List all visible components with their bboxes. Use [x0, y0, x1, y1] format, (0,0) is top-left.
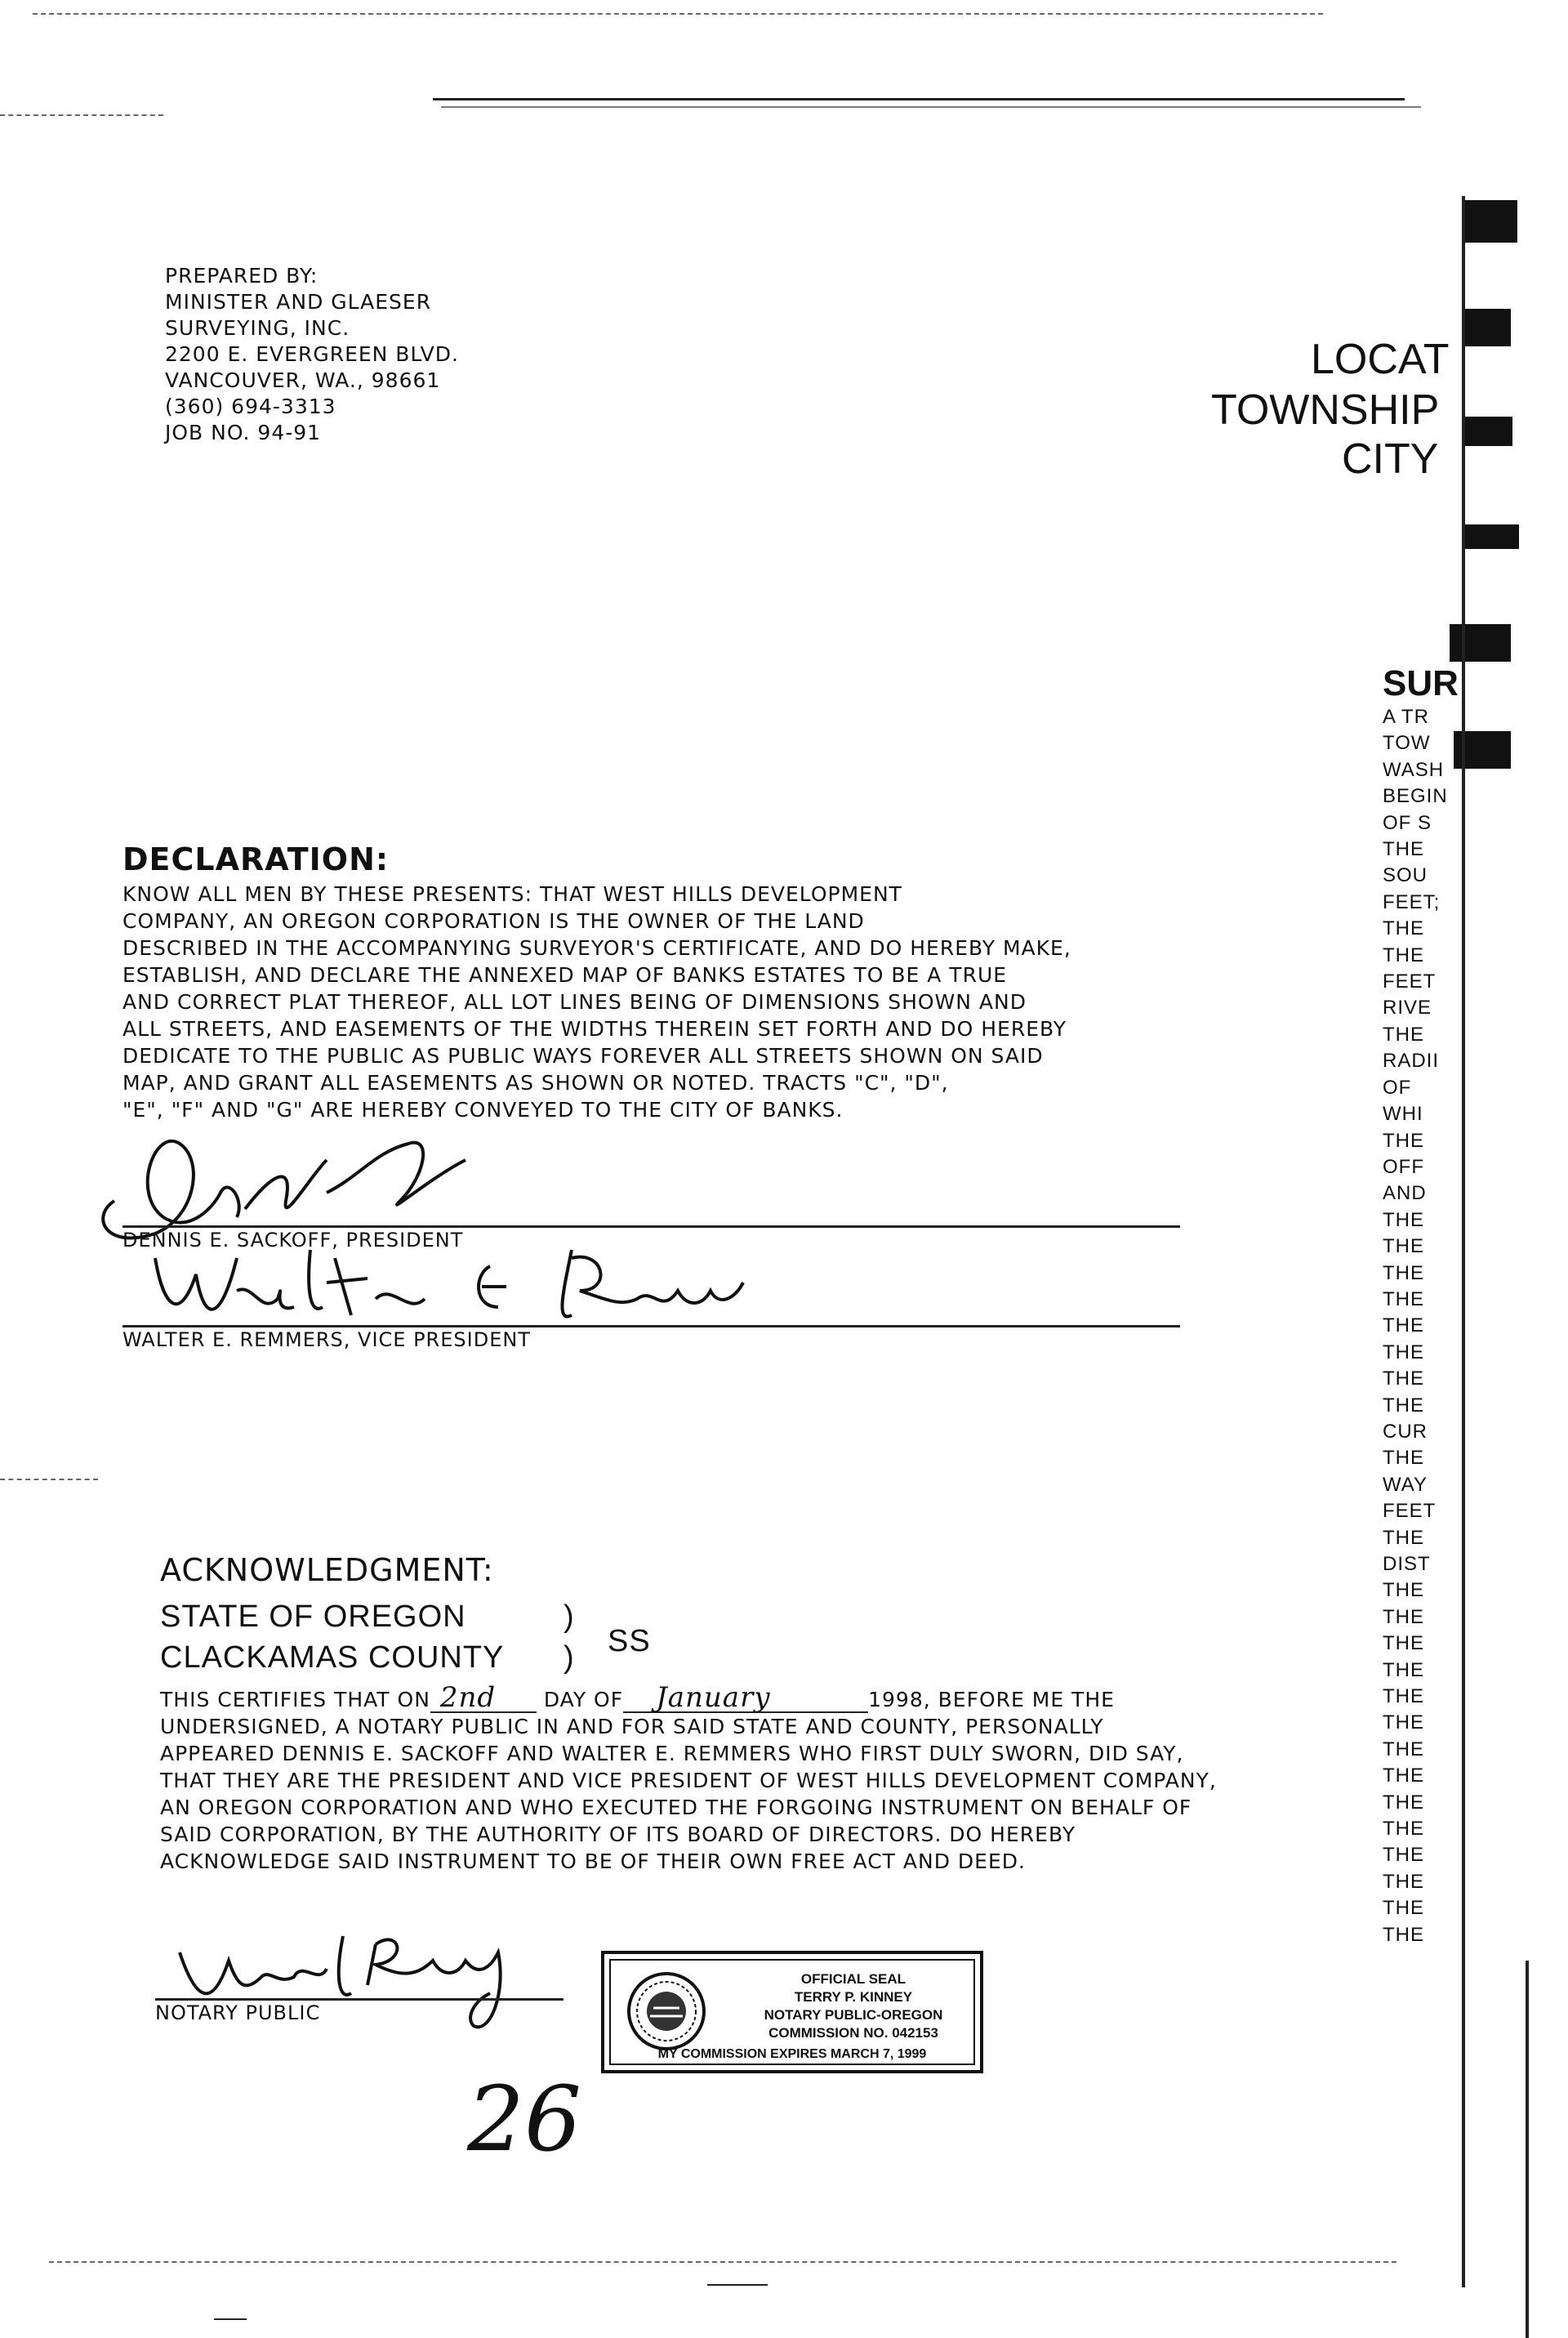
scan-edge-bottom [49, 2261, 1396, 2263]
surveyor-certificate-line: THE [1383, 1447, 1424, 1470]
scan-edge-top-left [0, 114, 163, 116]
surveyor-certificate-line: A TR [1383, 706, 1429, 728]
surveyor-certificate-line: THE [1383, 1844, 1424, 1867]
official-seal [601, 1951, 983, 2073]
signer-caption-2: WALTER E. REMMERS, VICE PRESIDENT [122, 1328, 531, 1351]
surveyor-certificate-line: THE [1383, 1526, 1424, 1549]
acknowledgment-heading: ACKNOWLEDGMENT: [160, 1552, 494, 1588]
ack-line: AN OREGON CORPORATION AND WHO EXECUTED THE FORGOING INSTRUMENT ON BEHALF OF [160, 1796, 1192, 1819]
surveyor-certificate-line: THE [1383, 1791, 1424, 1814]
signature-notary [163, 1928, 539, 2042]
surveyor-certificate-line: THE [1383, 838, 1424, 861]
prepared-by-line: PREPARED BY: [165, 264, 318, 288]
surveyor-certificate-line: OF S [1383, 811, 1432, 834]
surveyor-certificate-line: THE [1383, 1261, 1424, 1284]
prepared-by-line: SURVEYING, INC. [165, 316, 350, 340]
surveyor-certificate-line: THE [1383, 1605, 1424, 1628]
surveyor-certificate-line: THE [1383, 1632, 1424, 1655]
surveyor-certificate-line: TOW [1383, 732, 1431, 755]
surveyor-certificate-line: THE [1383, 1870, 1424, 1893]
surveyor-certificate-line: THE [1383, 1208, 1424, 1231]
header-rule-top [433, 98, 1405, 100]
notary-caption: NOTARY PUBLIC [155, 2001, 321, 2024]
surveyor-certificate-line: WASH [1383, 758, 1445, 781]
ack-line: APPEARED DENNIS E. SACKOFF AND WALTER E. REMMERS WHO FIRST DULY SWORN, DID SAY, [160, 1742, 1184, 1765]
ack-text: DAY OF [543, 1688, 624, 1711]
surveyor-certificate-line: THE [1383, 1658, 1424, 1681]
surveyor-certificate-line: THE [1383, 1579, 1424, 1602]
surveyor-heading: SUR [1383, 663, 1459, 703]
surveyor-certificate-line: THE [1383, 1023, 1424, 1046]
declaration-line: ALL STREETS, AND EASEMENTS OF THE WIDTHS THEREIN SET FORTH AND DO HEREBY [122, 1017, 1067, 1041]
surveyor-certificate-column [1383, 663, 1460, 2281]
surveyor-certificate-line: THE [1383, 1923, 1424, 1946]
surveyor-certificate-line: THE [1383, 917, 1424, 940]
surveyor-certificate-line: THE [1383, 1394, 1424, 1417]
seal-line: OFFICIAL SEAL [800, 1971, 906, 1987]
surveyor-certificate-line: THE [1383, 1897, 1424, 1920]
seal-line: TERRY P. KINNEY [794, 1989, 913, 2005]
edge-mark [1450, 624, 1511, 662]
surveyor-certificate-line: CUR [1383, 1420, 1428, 1443]
surveyor-certificate-line: THE [1383, 1765, 1424, 1787]
surveyor-certificate-line: FEET [1383, 1500, 1437, 1523]
ack-line: ACKNOWLEDGE SAID INSTRUMENT TO BE OF THEIR OWN FREE ACT AND DEED. [160, 1849, 1026, 1873]
surveyor-certificate-line: AND [1383, 1182, 1427, 1205]
ack-line: UNDERSIGNED, A NOTARY PUBLIC IN AND FOR SAID STATE AND COUNTY, PERSONALLY [160, 1715, 1104, 1738]
declaration-body [122, 881, 1160, 1123]
notary-signature-line [155, 1998, 564, 2001]
surveyor-certificate-line: OF [1383, 1076, 1412, 1099]
seal-text [727, 1970, 980, 2042]
declaration-line: "E", "F" AND "G" ARE HEREBY CONVEYED TO THE CITY OF BANKS. [122, 1098, 844, 1122]
surveyor-certificate-line: THE [1383, 1818, 1424, 1841]
surveyor-certificate-line: RIVE [1383, 997, 1432, 1020]
surveyor-certificate-line: FEET; [1383, 890, 1441, 913]
ack-paren-2: ) [564, 1640, 575, 1675]
surveyor-certificate-line: THE [1383, 1287, 1424, 1310]
declaration-heading: DECLARATION: [122, 841, 390, 877]
declaration-line: COMPANY, AN OREGON CORPORATION IS THE OWNER OF THE LAND [122, 909, 865, 933]
bottom-rule-2 [214, 2318, 247, 2320]
surveyor-certificate-line: THE [1383, 1738, 1424, 1760]
prepared-by-line: MINISTER AND GLAESER [165, 290, 432, 314]
surveyor-certificate-line: THE [1383, 1235, 1424, 1258]
right-edge-border [1462, 196, 1465, 2287]
acknowledgment-body [160, 1681, 1320, 1875]
seal-expires: MY COMMISSION EXPIRES MARCH 7, 1999 [657, 2047, 927, 2061]
ack-first-line [160, 1681, 1320, 1714]
ack-text: THIS CERTIFIES THAT ON [160, 1688, 430, 1711]
surveyor-certificate-line: THE [1383, 1368, 1424, 1390]
surveyor-certificate-line: THE [1383, 944, 1424, 966]
day-blank [430, 1681, 537, 1714]
seal-line: COMMISSION NO. 042153 [768, 2025, 938, 2041]
header-rule-second [441, 106, 1421, 108]
ack-line: SAID CORPORATION, BY THE AUTHORITY OF ITS BOARD OF DIRECTORS. DO HEREBY [160, 1823, 1076, 1846]
signature-walter-remmers [147, 1242, 751, 1332]
prepared-by-block [165, 263, 459, 446]
month-value: January [656, 1681, 771, 1714]
surveyor-certificate-line: WAY [1383, 1473, 1428, 1496]
location-title-line2: TOWNSHIP [1211, 386, 1440, 434]
scan-edge-left [0, 1479, 98, 1480]
ack-ss: SS [608, 1624, 651, 1658]
declaration-line: AND CORRECT PLAT THEREOF, ALL LOT LINES BEING OF DIMENSIONS SHOWN AND [122, 990, 1027, 1014]
edge-mark [1462, 417, 1512, 446]
surveyor-certificate-line: RADII [1383, 1050, 1440, 1073]
declaration-line: DESCRIBED IN THE ACCOMPANYING SURVEYOR'S CERTIFICATE, AND DO HEREBY MAKE, [122, 936, 1071, 960]
edge-mark [1462, 309, 1511, 346]
prepared-by-line: VANCOUVER, WA., 98661 [165, 368, 441, 392]
location-title-line1: LOCAT [1311, 336, 1450, 383]
ack-county: CLACKAMAS COUNTY [160, 1640, 505, 1675]
surveyor-certificate-line: OFF [1383, 1155, 1424, 1178]
page-number: 26 [467, 2067, 581, 2171]
declaration-line: KNOW ALL MEN BY THESE PRESENTS: THAT WEST HILLS DEVELOPMENT [122, 882, 902, 906]
surveyor-certificate-line: FEET [1383, 970, 1437, 993]
surveyor-certificate-line: THE [1383, 1685, 1424, 1708]
surveyor-certificate-line: THE [1383, 1711, 1424, 1734]
surveyor-certificate-line: THE [1383, 1341, 1424, 1363]
ack-text: 1998, BEFORE ME THE [868, 1688, 1115, 1711]
scan-edge-top [33, 13, 1323, 15]
surveyor-certificate-line: WHI [1383, 1103, 1423, 1126]
day-value: 2nd [439, 1681, 497, 1714]
location-title-line3: CITY [1342, 435, 1439, 483]
declaration-line: MAP, AND GRANT ALL EASEMENTS AS SHOWN OR NOTED. TRACTS "C", "D", [122, 1071, 949, 1095]
prepared-by-line: 2200 E. EVERGREEN BLVD. [165, 342, 459, 366]
state-seal-emblem-icon [626, 1970, 707, 2052]
prepared-by-line: (360) 694-3313 [165, 395, 336, 418]
surveyor-certificate-line: BEGIN [1383, 785, 1448, 808]
declaration-line: ESTABLISH, AND DECLARE THE ANNEXED MAP OF BANKS ESTATES TO BE A TRUE [122, 963, 1008, 987]
surveyor-certificate-line: THE [1383, 1129, 1424, 1152]
edge-mark [1462, 200, 1517, 243]
surveyor-certificate-line: DIST [1383, 1553, 1431, 1575]
ack-state: STATE OF OREGON [160, 1600, 466, 1634]
signer-caption-1: DENNIS E. SACKOFF, PRESIDENT [122, 1229, 464, 1252]
bottom-rule [707, 2284, 768, 2286]
declaration-line: DEDICATE TO THE PUBLIC AS PUBLIC WAYS FOREVER ALL STREETS SHOWN ON SAID [122, 1044, 1044, 1068]
edge-mark [1462, 524, 1519, 549]
prepared-by-line: JOB NO. 94-91 [165, 421, 322, 444]
seal-line: NOTARY PUBLIC-OREGON [764, 2007, 943, 2023]
ack-line: THAT THEY ARE THE PRESIDENT AND VICE PRESIDENT OF WEST HILLS DEVELOPMENT COMPANY, [160, 1769, 1217, 1792]
month-blank [623, 1681, 868, 1714]
signature-line-1 [122, 1225, 1180, 1228]
right-edge-border-outer [1526, 1961, 1529, 2338]
surveyor-certificate-line: SOU [1383, 864, 1428, 887]
ack-paren-1: ) [564, 1600, 575, 1634]
surveyor-certificate-line: THE [1383, 1314, 1424, 1337]
signature-line-2 [122, 1325, 1180, 1327]
